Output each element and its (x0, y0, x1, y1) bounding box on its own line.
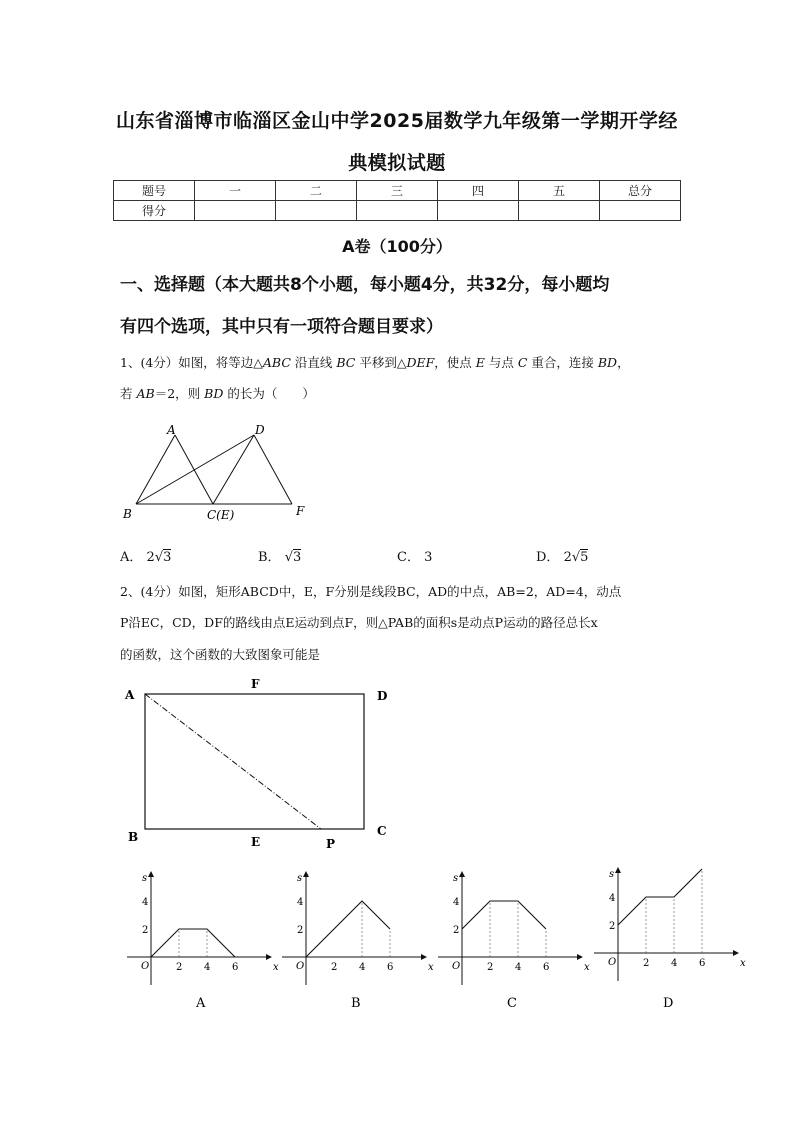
x-tick-label: 2 (487, 962, 494, 973)
y-tick-label: 2 (142, 925, 149, 936)
sqrt-icon: √ (571, 550, 581, 565)
graph-line (151, 929, 235, 957)
axis-label-s: s (297, 873, 303, 884)
graph-option-c[interactable] (438, 872, 590, 1011)
axis-label-x: x (584, 962, 590, 973)
question-1-line-2: 若 AB＝2，则 BD 的长为（ ） (120, 386, 315, 401)
graph-option-a[interactable] (127, 872, 279, 1011)
title-line-1: 山东省淄博市临淄区金山中学2025届数学九年级第一学期开学经 (116, 110, 678, 132)
x-tick-label: 2 (643, 958, 650, 969)
x-tick-label: 6 (543, 962, 550, 973)
score-table (113, 180, 681, 221)
origin-label: O (141, 961, 150, 972)
axis-label-x: x (273, 962, 279, 973)
axis-label-s: s (609, 869, 615, 880)
label-d: D (255, 423, 265, 437)
rectangle-abcd (145, 694, 364, 829)
rect-label-f: F (251, 677, 260, 691)
score-table-score-row (114, 201, 681, 221)
score-cell[interactable] (195, 201, 276, 221)
sqrt-icon: √ (154, 550, 164, 565)
x-tick-label: 6 (699, 958, 706, 969)
option-d[interactable]: D． 2√5 (536, 550, 589, 565)
x-tick-label: 6 (387, 962, 394, 973)
score-table-header-row (114, 181, 681, 201)
x-tick-label: 4 (204, 962, 211, 973)
x-tick-label: 6 (232, 962, 239, 973)
origin-label: O (296, 961, 305, 972)
score-cell[interactable] (276, 201, 357, 221)
graph-option-label: A (196, 996, 206, 1011)
score-cell[interactable] (519, 201, 600, 221)
label-a: A (167, 423, 176, 437)
rect-label-b: B (128, 830, 139, 844)
graph-option-b[interactable] (282, 872, 434, 1011)
graph-option-label: C (507, 996, 517, 1011)
axis-label-s: s (453, 873, 459, 884)
graph-option-label: D (663, 996, 674, 1011)
segment-ed (213, 435, 254, 504)
graph-line (618, 869, 702, 925)
axis-label-x: x (428, 962, 434, 973)
segment-ba (136, 435, 175, 504)
y-tick-label: 4 (609, 893, 616, 904)
segment-bd (136, 435, 254, 504)
x-tick-label: 4 (671, 958, 678, 969)
axis-label-s: s (142, 873, 148, 884)
y-tick-label: 2 (453, 925, 460, 936)
rect-label-d: D (377, 689, 388, 703)
question-2-line-1: 2、(4分）如图，矩形ABCD中，E，F分别是线段BC，AD的中点，AB=2，AD=4，动点 (120, 584, 622, 599)
option-b[interactable]: B． √3 (258, 550, 302, 565)
score-header-cell: 五 (519, 181, 600, 201)
score-cell[interactable] (357, 201, 438, 221)
score-header-cell: 四 (438, 181, 519, 201)
rect-label-c: C (377, 824, 387, 838)
title-line-2: 典模拟试题 (348, 152, 446, 174)
y-tick-label: 4 (453, 897, 460, 908)
label-ce: C(E) (207, 508, 235, 522)
y-tick-label: 2 (297, 925, 304, 936)
rect-label-p: P (326, 837, 336, 851)
rect-label-e: E (251, 835, 261, 849)
y-tick-label: 2 (609, 921, 616, 932)
x-tick-label: 2 (331, 962, 338, 973)
section-1-heading-line-1: 一、选择题（本大题共8个小题，每小题4分，共32分，每小题均 (120, 275, 610, 295)
sqrt-icon: √ (284, 550, 293, 565)
score-row-label: 得分 (114, 201, 195, 221)
graph-line (462, 901, 546, 929)
axis-label-x: x (740, 958, 746, 969)
score-header-cell: 二 (276, 181, 357, 201)
question-2-answer-graphs (120, 865, 746, 1025)
section-1-heading-line-2: 有四个选项，其中只有一项符合题目要求） (120, 317, 443, 337)
score-header-cell: 题号 (114, 181, 195, 201)
segment-ac (175, 435, 213, 504)
segment-ap (145, 694, 321, 829)
question-2-rectangle-figure (118, 672, 398, 857)
question-1-line-1: 1、(4分）如图，将等边△ABC 沿直线 BC 平移到△DEF，使点 E 与点 C 重合，连接 BD， (120, 355, 630, 370)
origin-label: O (452, 961, 461, 972)
score-header-cell: 总分 (600, 181, 681, 201)
rect-label-a: A (125, 688, 135, 702)
question-1-triangle-figure (115, 420, 315, 525)
score-header-cell: 一 (195, 181, 276, 201)
graph-option-d[interactable] (594, 868, 746, 1011)
graph-line (306, 901, 390, 957)
score-cell[interactable] (438, 201, 519, 221)
question-2-line-2: P沿EC，CD，DF的路线由点E运动到点F，则△PAB的面积s是动点P运动的路径总长x (120, 615, 598, 630)
segment-df (254, 435, 292, 504)
graph-option-label: B (351, 996, 361, 1011)
label-f: F (296, 504, 305, 518)
y-tick-label: 4 (297, 897, 304, 908)
y-tick-label: 4 (142, 897, 149, 908)
label-b: B (123, 507, 132, 521)
score-header-cell: 三 (357, 181, 438, 201)
x-tick-label: 4 (359, 962, 366, 973)
question-2-line-3: 的函数，这个函数的大致图象可能是 (120, 647, 321, 662)
x-tick-label: 4 (515, 962, 522, 973)
option-a[interactable]: A． 2√3 (120, 550, 172, 565)
volume-title: A卷（100分） (342, 237, 452, 256)
origin-label: O (608, 957, 617, 968)
score-cell[interactable] (600, 201, 681, 221)
option-c[interactable]: C． 3 (397, 550, 433, 565)
x-tick-label: 2 (176, 962, 183, 973)
